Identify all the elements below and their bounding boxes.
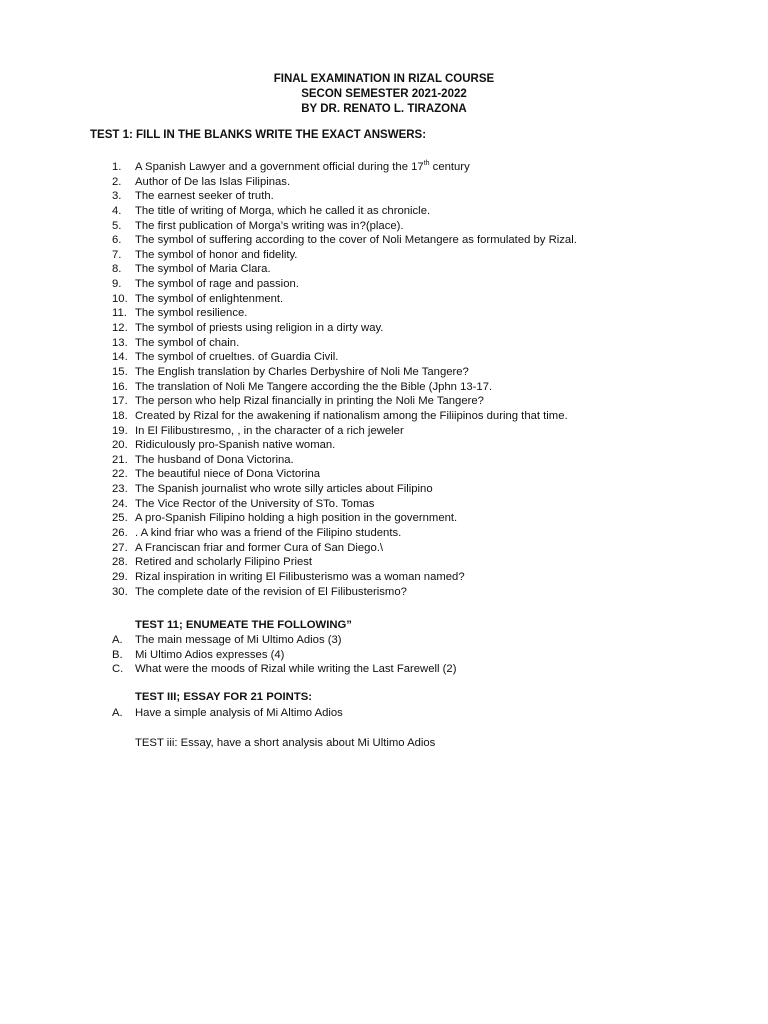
question-text: Rizal inspiration in writing El Filibusterismo was a woman named? xyxy=(135,570,465,583)
test3-title: TEST III; ESSAY FOR 21 POINTS: xyxy=(135,691,313,703)
question-number: 23. xyxy=(112,483,128,496)
question-number: 10. xyxy=(112,292,128,305)
question-number: 16. xyxy=(112,380,128,393)
question-number: 11. xyxy=(112,307,127,320)
test3-note: TEST iii: Essay, have a short analysis about Mi Ultimo Adios xyxy=(135,737,436,749)
question-text: The symbol of rage and passion. xyxy=(135,278,299,291)
question-text: The symbol of chain. xyxy=(135,336,240,349)
test1-title: TEST 1: FILL IN THE BLANKS WRITE THE EXACT ANSWERS: xyxy=(90,129,427,141)
question-text: The translation of Noli Me Tangere according the the Bible (Jphn 13-17. xyxy=(135,380,493,393)
question-text: A pro-Spanish Filipino holding a high position in the government. xyxy=(135,512,458,525)
question-number: 15. xyxy=(112,365,128,378)
question-number: 14. xyxy=(112,351,128,364)
question-number: A. xyxy=(112,707,123,719)
question-number: 7. xyxy=(112,248,122,261)
question-text: The English translation by Charles Derbyshire of Noli Me Tangere? xyxy=(135,365,469,378)
question-number: 17. xyxy=(112,395,128,408)
question-number: C. xyxy=(112,663,124,676)
question-number: 9. xyxy=(112,278,122,291)
question-number: 18. xyxy=(112,409,128,422)
question-number: 25. xyxy=(112,512,128,525)
question-number: 26. xyxy=(112,527,128,540)
question-number: 3. xyxy=(112,190,122,203)
question-text: The main message of Mi Ultimo Adios (3) xyxy=(135,634,342,646)
question-text: Ridiculously pro-Spanish native woman. xyxy=(135,439,336,452)
question-text: The earnest seeker of truth. xyxy=(135,190,274,203)
question-text: The beautiful niece of Dona Victorina xyxy=(135,468,321,481)
question-text: In El Filibustıresmo, , in the character of a rich jeweler xyxy=(135,424,404,437)
question-number: 21. xyxy=(112,453,128,466)
question-number: 22. xyxy=(112,468,128,481)
question-number: 4. xyxy=(112,204,122,217)
question-text: The symbol resilience. xyxy=(135,307,248,320)
exam-header xyxy=(0,72,768,117)
question-text: A Spanish Lawyer and a government official during the 17th century xyxy=(135,160,470,173)
question-number: A. xyxy=(112,634,123,646)
question-text: The symbol of enlightenment. xyxy=(135,292,284,305)
question-text: The symbol of suffering according to the cover of Noli Metangere as formulated by Rizal. xyxy=(135,234,577,247)
question-text: Retired and scholarly Filipino Priest xyxy=(135,556,313,569)
question-text: What were the moods of Rizal while writing the Last Farewell (2) xyxy=(135,663,457,676)
question-number: 1. xyxy=(112,161,122,173)
question-number: 8. xyxy=(112,263,122,276)
question-text: The complete date of the revision of El Filibusterismo? xyxy=(135,585,407,598)
question-text: The Spanish journalist who wrote silly articles about Filipino xyxy=(135,483,433,496)
header-title: FINAL EXAMINATION IN RIZAL COURSE xyxy=(273,73,495,85)
question-number: 24. xyxy=(112,497,128,510)
question-number: 30. xyxy=(112,585,128,598)
question-text: The person who help Rizal financially in printing the Noli Me Tangere? xyxy=(135,395,484,408)
question-text: A Franciscan friar and former Cura of San Diego.\ xyxy=(135,541,384,554)
question-text: . A kind friar who was a friend of the Filipino students. xyxy=(135,527,402,540)
question-text: The symbol of priests using religion in a dirty way. xyxy=(135,322,384,335)
question-text: The symbol of honor and fidelity. xyxy=(135,248,298,261)
superscript: th xyxy=(423,160,430,168)
question-number: 28. xyxy=(112,556,128,569)
test2-title: TEST 11; ENUMEATE THE FOLLOWING” xyxy=(135,619,352,631)
question-text: The title of writing of Morga, which he called it as chronicle. xyxy=(135,204,431,217)
question-number: 12. xyxy=(112,322,128,335)
question-text: Mi Ultimo Adios expresses (4) xyxy=(135,648,285,661)
question-text: Author of De las Islas Filipinas. xyxy=(135,175,291,188)
question-number: 20. xyxy=(112,439,128,452)
question-number: 2. xyxy=(112,175,122,188)
question-text: The symbol of crueltıes. of Guardia Civil. xyxy=(135,351,339,364)
question-number: 27. xyxy=(112,541,128,554)
question-number: B. xyxy=(112,648,123,661)
question-number: 29. xyxy=(112,570,128,583)
question-text: The husband of Dona Victorina. xyxy=(135,453,294,466)
question-text: Created by Rizal for the awakening if nationalism among the Filiipinos during that time. xyxy=(135,409,568,422)
question-number: 5. xyxy=(112,219,122,232)
question-number: 6. xyxy=(112,234,122,247)
question-text: The symbol of Maria Clara. xyxy=(135,263,271,276)
question-number: 13. xyxy=(112,336,128,349)
header-semester: SECON SEMESTER 2021-2022 xyxy=(301,88,467,100)
header-author: BY DR. RENATO L. TIRAZONA xyxy=(301,103,467,115)
question-text: The first publication of Morga’s writing was in?(place). xyxy=(135,219,404,232)
question-number: 19. xyxy=(112,424,128,437)
question-text: Have a simple analysis of Mi Altimo Adios xyxy=(135,707,343,719)
question-text: The Vice Rector of the University of STo. Tomas xyxy=(135,497,375,510)
